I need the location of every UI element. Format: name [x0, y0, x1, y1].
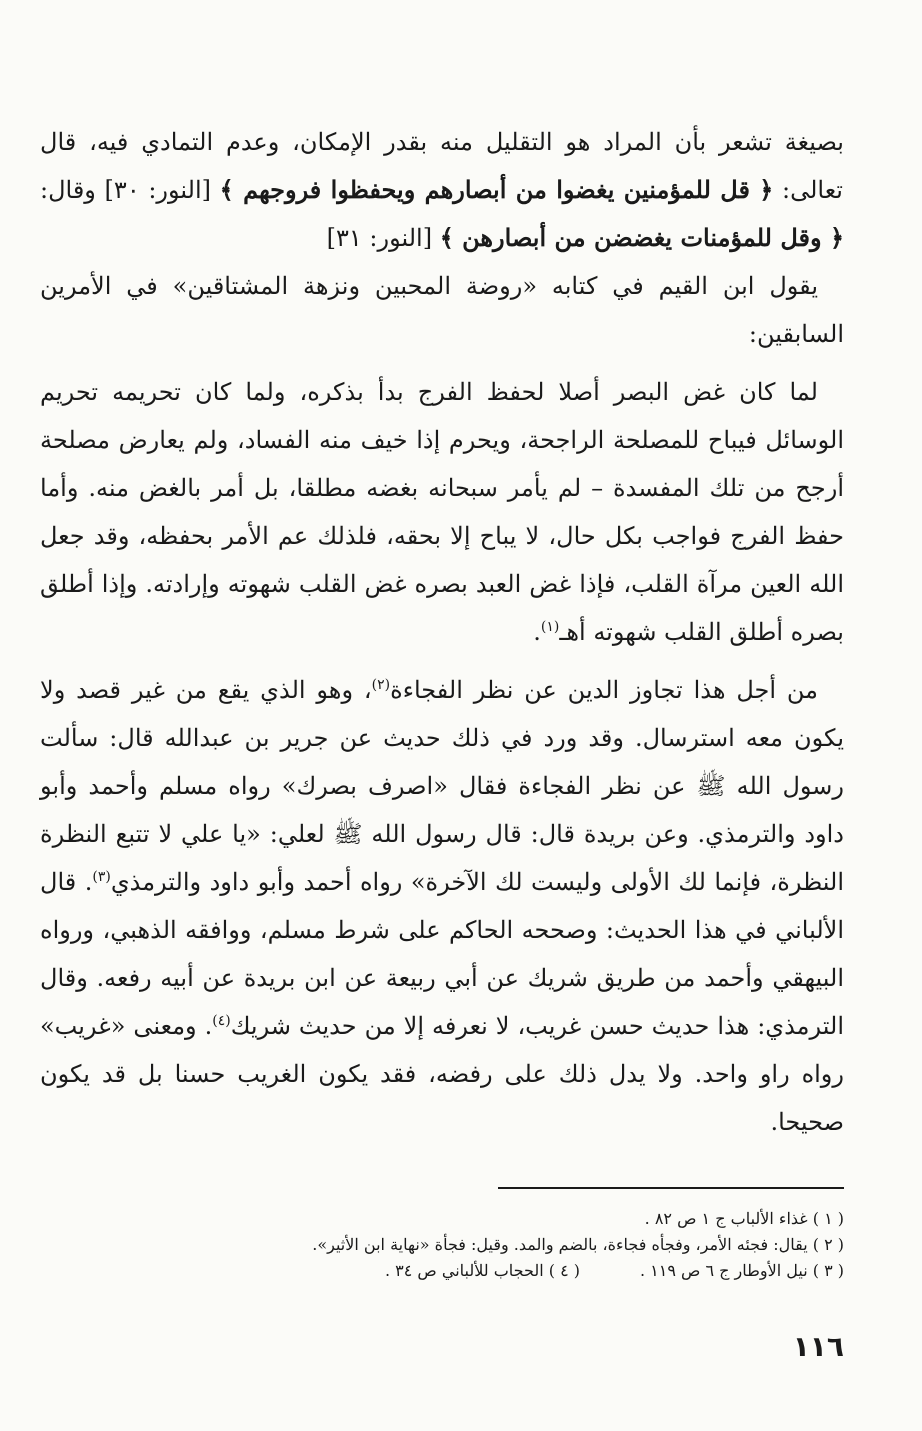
paragraph-verses: [40, 118, 844, 262]
footnote-4: ( ٤ ) الحجاب للألباني ص ٣٤ .: [384, 1261, 580, 1280]
footnote-marker: (٣): [92, 869, 111, 885]
verse-reference: [النور: ٣٠]: [95, 176, 212, 204]
verse-reference: [النور: ٣١]: [326, 224, 433, 252]
footnote-1: ( ١ ) غذاء الألباب ج ١ ص ٨٢ .: [644, 1209, 844, 1228]
paragraph-text: وقال:: [40, 176, 96, 204]
paragraph-text: . ومعنى «غريب» رواه راو واحد. ولا يدل ذلك على رفضه، فقد يكون الغريب حسنا بل قد يكون صحيحا.: [40, 1012, 844, 1136]
paragraph-text: .: [533, 618, 541, 646]
paragraph-text: . قال الألباني في هذا الحديث: وصححه الحاكم على شرط مسلم، ووافقه الذهبي، ورواه البيهقي وأحمد من طريق شريك عن أبي ربيعة عن ابن بريدة عن أبيه رفعه. وقال الترمذي: هذا حديث حسن غريب، لا نعرفه إلا من حديث شريك: [40, 868, 844, 1040]
footnote-3: ( ٣ ) نيل الأوطار ج ٦ ص ١١٩ .: [639, 1261, 844, 1280]
page-number: ١١٦: [792, 1330, 844, 1363]
footnote-marker: (٢): [371, 677, 391, 693]
paragraph-hadith: [40, 666, 844, 1146]
footnote-2: ( ٢ ) يقال: فجئه الأمر، وفجأه فجاءة، بالضم والمد. وقيل: فجأة «نهاية ابن الأثير».: [312, 1235, 844, 1254]
footnote-marker: (٤): [212, 1013, 231, 1029]
paragraph-text: ، وهو الذي يقع من غير قصد ولا يكون معه استرسال. وقد ورد في ذلك حديث عن جرير بن عبدالله قال: سألت رسول الله ﷺ عن نظر الفجاءة فقال «اصرف بصرك» رواه مسلم وأحمد وأبو داود والترمذي. وعن بريدة قال: قال رسول الله ﷺ لعلي: «يا علي لا تتبع النظرة النظرة، فإنما لك الأولى وليست لك الآخرة» رواه أحمد وأبو داود والترمذي: [40, 676, 845, 896]
quran-verse: ﴿ قل للمؤمنين يغضوا من أبصارهم ويحفظوا فروجهم ﴾: [219, 175, 774, 204]
footnote-row: [80, 1258, 844, 1284]
quran-verse: ﴿ وقل للمؤمنات يغضضن من أبصارهن ﴾: [439, 223, 844, 252]
paragraph-quote: [40, 368, 844, 656]
footnote-marker: (١): [540, 619, 560, 635]
footnote-divider: [498, 1187, 844, 1189]
paragraph-intro: يقول ابن القيم في كتابه «روضة المحبين ونزهة المشتاقين» في الأمرين السابقين:: [40, 272, 844, 348]
footnotes: [80, 1206, 844, 1284]
page-body: [40, 118, 844, 1146]
paragraph-text: بصيغة تشعر بأن المراد هو التقليل منه بقدر الإمكان، وعدم التمادي فيه، قال تعالى:: [40, 128, 844, 204]
paragraph-text: لما كان غض البصر أصلا لحفظ الفرج بدأ بذكره، ولما كان تحريمه تحريم الوسائل فيباح للمصلحة الراجحة، ويحرم إذا خيف منه الفساد، ولم يعارض مصلحة أرجح من تلك المفسدة – لم يأمر سبحانه بغضه مطلقا، بل أمر بالغض منه. وأما حفظ الفرج فواجب بكل حال، لا يباح إلا بحقه، فلذلك عم الأمر بحفظه، وقد جعل الله العين مرآة القلب، فإذا غض العبد بصره غض القلب شهوته وإرادته. وإذا أطلق بصره أطلق القلب شهوته أهـ: [40, 378, 844, 646]
paragraph-text: من أجل هذا تجاوز الدين عن نظر الفجاءة: [390, 676, 818, 704]
